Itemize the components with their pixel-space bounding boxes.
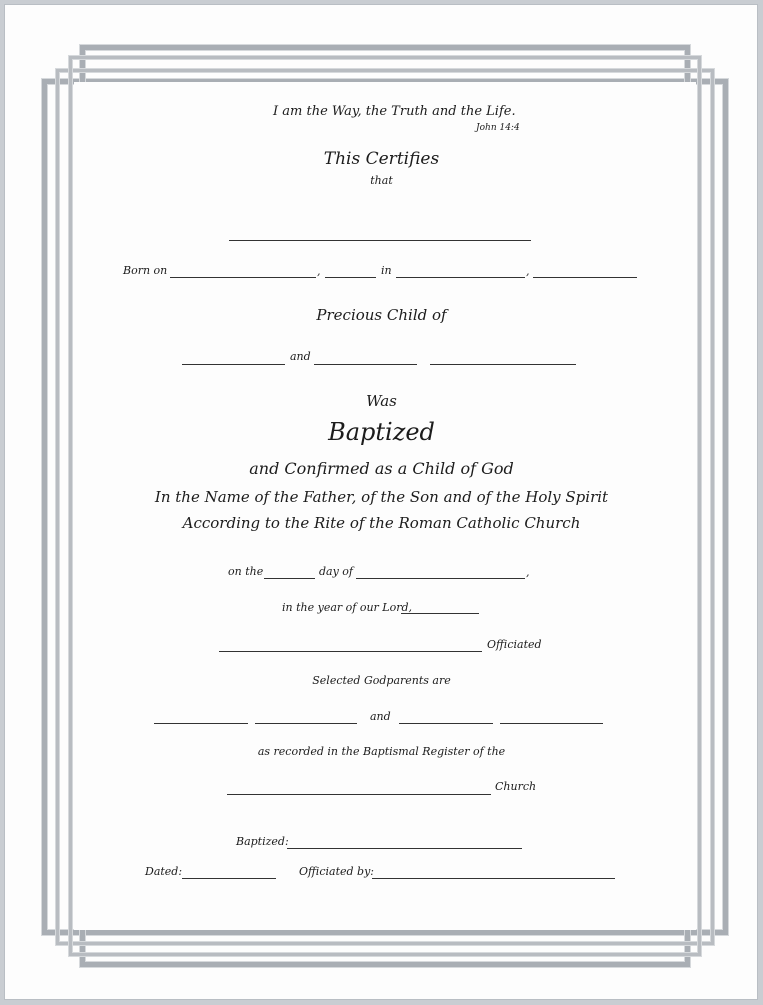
church-name-line <box>227 794 491 795</box>
precious-child-of: Precious Child of <box>316 306 447 324</box>
church-label: Church <box>495 780 537 793</box>
officiant-line <box>219 651 482 652</box>
baptized-title: Baptized <box>328 418 435 446</box>
godparent-2-last-line <box>500 723 603 724</box>
godparent-1-last-line <box>255 723 357 724</box>
dated-line <box>182 878 276 879</box>
child-name-line <box>229 240 531 241</box>
officiated-by-signature-line <box>372 878 615 879</box>
godparent-2-first-line <box>399 723 493 724</box>
comma-1: , <box>317 265 321 278</box>
mother-last-name-line <box>430 364 576 365</box>
in-label: in <box>381 264 392 277</box>
heading-this-certifies: This Certifies <box>323 149 440 169</box>
godparents-label: Selected Godparents are <box>312 674 451 687</box>
officiated-label: Officiated <box>487 638 542 651</box>
baptized-signature-line <box>287 848 522 849</box>
dated-label: Dated: <box>145 865 183 878</box>
was-label: Was <box>366 392 397 410</box>
baptism-day-line <box>264 578 315 579</box>
godparent-1-first-line <box>154 723 248 724</box>
confirmed-line: and Confirmed as a Child of God <box>249 459 514 478</box>
birth-date-line <box>170 277 316 278</box>
verse-reference: John 14:4 <box>476 123 520 133</box>
rite-line: According to the Rite of the Roman Catholic Church <box>182 514 581 532</box>
comma-3: , <box>526 566 530 579</box>
comma-2: , <box>526 265 530 278</box>
born-on-label: Born on <box>123 264 168 277</box>
and-godparents-label: and <box>370 710 391 723</box>
on-the-label: on the <box>228 565 264 578</box>
that-label: that <box>370 174 393 187</box>
mother-first-name-line <box>314 364 417 365</box>
and-parents-label: and <box>290 350 311 363</box>
baptism-month-line <box>356 578 525 579</box>
verse: I am the Way, the Truth and the Life. <box>273 104 516 119</box>
baptism-year-line <box>401 613 479 614</box>
baptized-by-label: Baptized: <box>236 835 289 848</box>
register-label: as recorded in the Baptismal Register of the <box>257 745 506 758</box>
certificate-body <box>74 82 696 930</box>
birth-year-line <box>325 277 376 278</box>
father-name-line <box>182 364 285 365</box>
trinity-line: In the Name of the Father, of the Son and of the Holy Spirit <box>154 488 609 506</box>
officiated-by-label: Officiated by: <box>299 865 374 878</box>
birth-state-line <box>533 277 637 278</box>
birth-city-line <box>396 277 525 278</box>
day-of-label: day of <box>319 565 354 578</box>
year-of-our-lord-label: in the year of our Lord, <box>282 601 413 614</box>
